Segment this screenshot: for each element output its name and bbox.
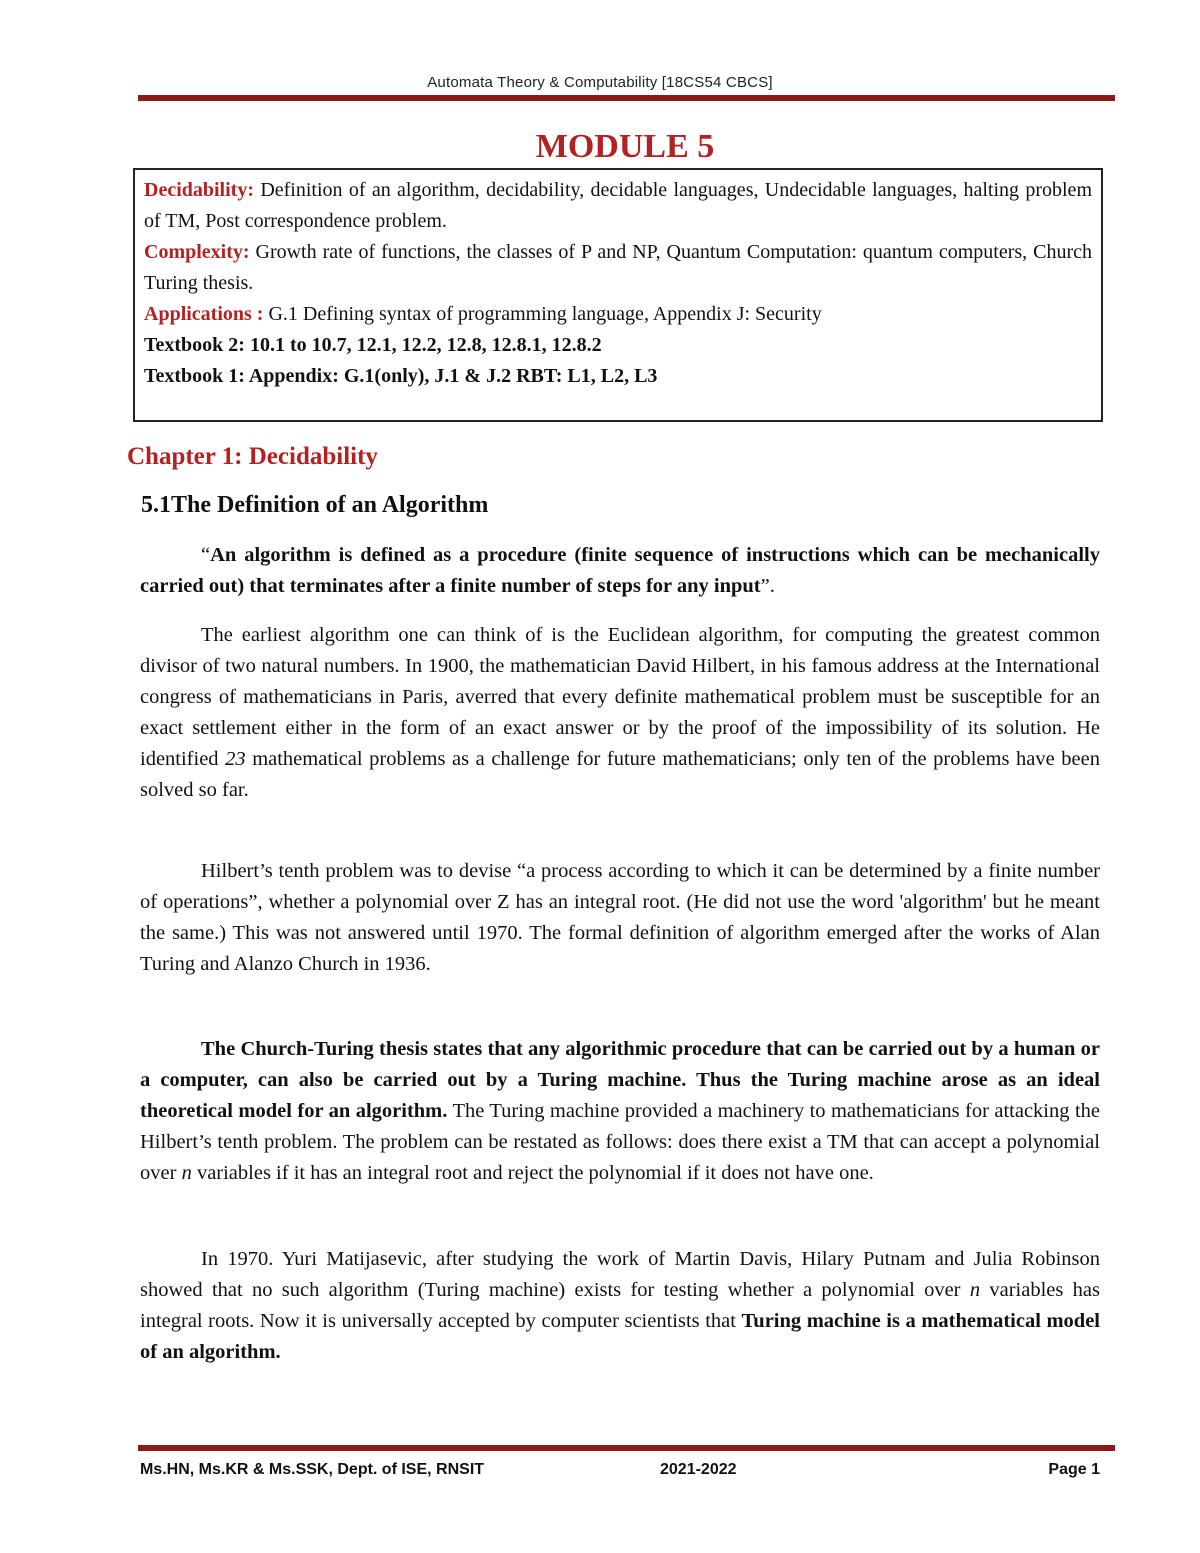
footer-authors: Ms.HN, Ms.KR & Ms.SSK, Dept. of ISE, RNSIT: [140, 1461, 485, 1478]
footer-year: 2021-2022: [660, 1461, 737, 1478]
paragraph-matijasevic: [140, 1244, 1100, 1368]
quote-open: “: [201, 544, 211, 566]
textbook2-line: Textbook 2: 10.1 to 10.7, 12.1, 12.2, 12.8, 12.8.1, 12.8.2: [144, 334, 602, 356]
footer-rule: [138, 1445, 1115, 1451]
section-title: 5.1The Definition of an Algorithm: [141, 492, 489, 518]
para1-text-b: mathematical problems as a challenge for future mathematicians; only ten of the problems have been solved so far.: [140, 748, 1100, 801]
footer-page-number: Page 1: [1048, 1461, 1100, 1478]
definition-text: An algorithm is defined as a procedure (finite sequence of instructions which can be mechanically carried out) that terminates after a finite number of steps for any input: [140, 544, 1100, 597]
applications-text: G.1 Defining syntax of programming language, Appendix J: Security: [263, 303, 822, 325]
para3-text-b: variables if it has an integral root and reject the polynomial if it does not have one.: [191, 1162, 874, 1184]
page-footer: [140, 1461, 1100, 1485]
para4-text-b: variables has integral roots. Now it is universally accepted by computer scientists that: [140, 1279, 1100, 1332]
syllabus-box: [133, 168, 1103, 422]
complexity-line: [144, 237, 1092, 299]
paragraph-church-turing: [140, 1034, 1100, 1189]
para4-text-a: In 1970. Yuri Matijasevic, after studying the work of Martin Davis, Hilary Putnam and Julia Robinson showed that no such algorithm (Turing machine) exists for testing whether a polynomial over: [140, 1248, 1100, 1301]
running-header: Automata Theory & Computability [18CS54 CBCS]: [427, 74, 773, 91]
para2-text: Hilbert’s tenth problem was to devise “a process according to which it can be determined by a finite number of operations”, whether a polynomial over Z has an integral root. (He did not use the word 'algorithm' but he meant the same.) This was not answered until 1970. The formal definition of algorithm emerged after the works of Alan Turing and Alanzo Church in 1936.: [140, 860, 1100, 975]
para1-text-a: The earliest algorithm one can think of is the Euclidean algorithm, for computing the greatest common divisor of two natural numbers. In 1900, the mathematician David Hilbert, in his famous address at the International congress of mathematicians in Paris, averred that every definite mathematical problem must be susceptible for an exact settlement either in the form of an exact answer or by the proof of the impossibility of its solution. He identified: [140, 624, 1100, 770]
para4-bold: Turing machine is a mathematical model of an algorithm.: [140, 1310, 1100, 1363]
definition-paragraph: [140, 540, 1100, 602]
decidability-line: [144, 175, 1092, 237]
para4-variable: n: [969, 1279, 981, 1301]
applications-line: [144, 299, 1092, 330]
decidability-text: Definition of an algorithm, decidability, decidable languages, Undecidable languages, halting problem of TM, Post correspondence problem.: [144, 179, 1092, 232]
header-rule: [138, 95, 1115, 101]
paragraph-euclid: [140, 620, 1100, 806]
complexity-text: Growth rate of functions, the classes of P and NP, Quantum Computation: quantum computers, Church Turing thesis.: [144, 241, 1092, 294]
para3-text-a: The Turing machine provided a machinery to mathematicians for attacking the Hilbert’s tenth problem. The problem can be restated as follows: does there exist a TM that can accept a polynomial over: [140, 1100, 1100, 1184]
para1-number: 23: [225, 748, 246, 770]
complexity-label: Complexity:: [144, 241, 250, 263]
para3-variable: n: [181, 1162, 192, 1184]
decidability-label: Decidability:: [144, 179, 254, 201]
textbook1-line: Textbook 1: Appendix: G.1(only), J.1 & J.2 RBT: L1, L2, L3: [144, 365, 658, 387]
paragraph-hilbert: [140, 856, 1100, 980]
applications-label: Applications :: [144, 303, 264, 325]
para3-bold: The Church-Turing thesis states that any algorithmic procedure that can be carried out by a human or a computer, can also be carried out by a Turing machine. Thus the Turing machine arose as an ideal theoretical model for an algorithm.: [140, 1038, 1100, 1122]
chapter-title: Chapter 1: Decidability: [127, 443, 378, 470]
module-title: MODULE 5: [535, 128, 715, 165]
quote-close: ”.: [760, 575, 775, 597]
